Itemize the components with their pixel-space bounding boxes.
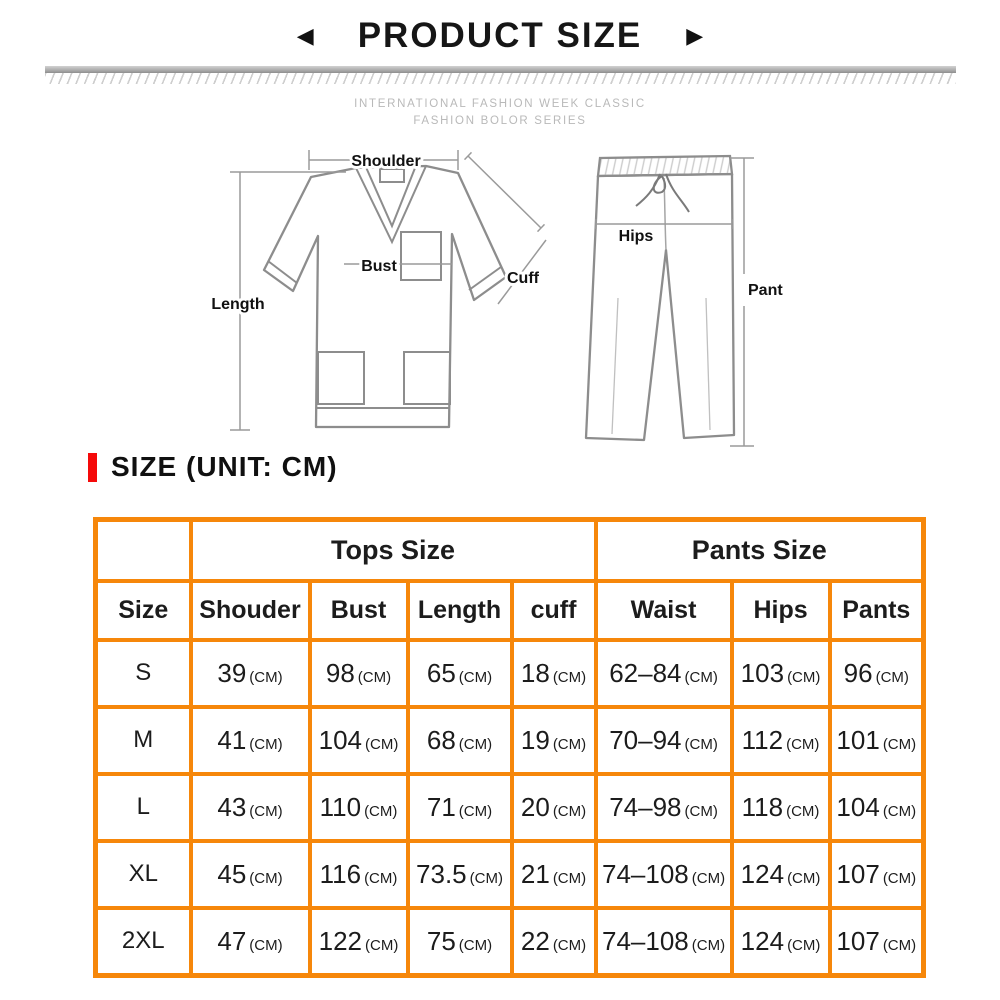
table-row-2xl (96, 908, 924, 976)
cell-value: 74–108 (601, 858, 689, 889)
cell-unit: (CM) (875, 668, 909, 686)
pants-size-header: Pants Size (596, 520, 924, 582)
cell-value: 47 (217, 925, 247, 956)
page-header (0, 10, 1000, 62)
col-header-hips: Hips (732, 581, 830, 640)
cell-value: 104 (836, 791, 880, 822)
table-cell (596, 841, 732, 908)
cell-value: 18 (520, 657, 550, 688)
cell-value: 116 (319, 858, 362, 889)
cell-value: 45 (217, 858, 247, 889)
cell-value: 104 (318, 724, 363, 755)
table-cell (310, 707, 408, 774)
table-row-m (96, 707, 924, 774)
table-cell (310, 908, 408, 976)
cell-value: 62–84 (609, 657, 682, 688)
size-label: M (96, 707, 191, 774)
cell-unit: (CM) (249, 668, 283, 686)
col-header-shouder: Shouder (191, 581, 310, 640)
size-label: XL (96, 841, 191, 908)
table-cell (512, 774, 596, 841)
cell-unit: (CM) (458, 802, 493, 820)
cell-value: 107 (836, 858, 880, 889)
cell-value: 22 (520, 925, 550, 956)
table-row-l (96, 774, 924, 841)
col-header-length: Length (408, 581, 512, 640)
cell-unit: (CM) (882, 869, 917, 887)
tops-size-header: Tops Size (191, 520, 596, 582)
cell-unit: (CM) (365, 936, 399, 954)
table-cell (596, 707, 732, 774)
cell-unit: (CM) (882, 936, 917, 954)
table-cell (596, 908, 732, 976)
label-length: Length (211, 296, 265, 313)
table-cell (512, 908, 596, 976)
table-cell (310, 774, 408, 841)
cell-value: 103 (740, 657, 785, 688)
label-bust: Bust (361, 258, 397, 275)
size-table (93, 517, 926, 978)
cell-unit: (CM) (552, 869, 587, 887)
cell-unit: (CM) (787, 936, 821, 954)
cell-unit: (CM) (684, 668, 718, 686)
cell-unit: (CM) (691, 869, 726, 887)
cell-unit: (CM) (787, 668, 821, 686)
cell-unit: (CM) (458, 735, 493, 753)
cell-unit: (CM) (786, 802, 820, 820)
size-label: L (96, 774, 191, 841)
cell-unit: (CM) (357, 668, 392, 686)
subtitle-line2: FASHION BOLOR SERIES (413, 115, 587, 127)
cell-value: 124 (740, 925, 785, 956)
cell-unit: (CM) (552, 936, 587, 954)
table-cell (596, 640, 732, 707)
table-row-xl (96, 841, 924, 908)
pants-outline (586, 156, 734, 440)
table-cell (512, 707, 596, 774)
cell-value: 101 (836, 724, 880, 755)
cell-unit: (CM) (684, 802, 718, 820)
cell-value: 71 (426, 791, 456, 822)
cell-value: 107 (836, 925, 880, 956)
shirt-outline (264, 166, 506, 427)
col-header-bust: Bust (310, 581, 408, 640)
table-cell (830, 774, 924, 841)
cell-value: 112 (741, 724, 784, 755)
divider-hatch (45, 73, 956, 84)
table-cell (732, 774, 830, 841)
table-cell (191, 774, 310, 841)
cell-unit: (CM) (552, 802, 587, 820)
cell-unit: (CM) (458, 668, 493, 686)
cell-unit: (CM) (249, 735, 283, 753)
group-header-row (96, 520, 924, 582)
cell-value: 124 (740, 858, 785, 889)
table-cell (830, 908, 924, 976)
cell-value: 41 (217, 724, 247, 755)
table-cell (408, 640, 512, 707)
cell-value: 118 (741, 791, 784, 822)
cell-unit: (CM) (458, 936, 493, 954)
cell-value: 65 (426, 657, 456, 688)
cell-value: 39 (217, 657, 247, 688)
col-header-pants: Pants (830, 581, 924, 640)
cell-unit: (CM) (787, 869, 821, 887)
column-header-row (96, 581, 924, 640)
table-cell (408, 841, 512, 908)
table-cell (732, 707, 830, 774)
scrub-top-diagram (196, 142, 566, 477)
size-section-title: SIZE (UNIT: CM) (111, 451, 338, 482)
cell-unit: (CM) (249, 936, 283, 954)
corner-cell (96, 520, 191, 582)
cell-unit: (CM) (365, 735, 399, 753)
subtitle (0, 96, 1000, 130)
cell-value: 98 (325, 657, 355, 688)
size-section-header (88, 451, 338, 483)
table-cell (732, 841, 830, 908)
cell-value: 70–94 (609, 724, 682, 755)
label-hips: Hips (618, 228, 654, 245)
right-arrow-icon: ▶ (686, 23, 704, 48)
red-accent-bar (88, 453, 97, 482)
table-cell (191, 707, 310, 774)
col-header-waist: Waist (596, 581, 732, 640)
cell-value: 73.5 (416, 858, 467, 889)
cell-value: 75 (426, 925, 456, 956)
table-cell (310, 640, 408, 707)
divider (45, 66, 956, 84)
table-cell (310, 841, 408, 908)
page-title: PRODUCT SIZE (357, 16, 643, 55)
cell-unit: (CM) (364, 869, 398, 887)
left-arrow-icon: ◀ (296, 23, 314, 48)
label-cuff: Cuff (507, 270, 539, 287)
table-cell (830, 640, 924, 707)
label-pant: Pant (748, 282, 783, 299)
cell-value: 19 (520, 724, 550, 755)
size-label: S (96, 640, 191, 707)
cell-value: 20 (520, 791, 550, 822)
col-header-cuff: cuff (512, 581, 596, 640)
pants-diagram (562, 138, 912, 478)
cell-unit: (CM) (684, 735, 718, 753)
col-header-size: Size (96, 581, 191, 640)
cell-value: 74–108 (601, 925, 689, 956)
cell-unit: (CM) (552, 668, 587, 686)
table-cell (512, 640, 596, 707)
cell-value: 122 (318, 925, 363, 956)
size-label: 2XL (96, 908, 191, 976)
table-cell (408, 707, 512, 774)
table-cell (596, 774, 732, 841)
cell-value: 96 (843, 657, 873, 688)
cell-unit: (CM) (364, 802, 398, 820)
cell-unit: (CM) (786, 735, 820, 753)
cell-unit: (CM) (469, 869, 503, 887)
cell-value: 21 (520, 858, 550, 889)
label-shoulder: Shoulder (351, 153, 421, 170)
table-cell (830, 707, 924, 774)
table-cell (191, 908, 310, 976)
table-cell (191, 841, 310, 908)
cell-unit: (CM) (882, 735, 917, 753)
cell-value: 43 (217, 791, 247, 822)
table-cell (732, 640, 830, 707)
table-cell (830, 841, 924, 908)
table-cell (512, 841, 596, 908)
table-cell (408, 908, 512, 976)
table-cell (191, 640, 310, 707)
cell-unit: (CM) (249, 802, 283, 820)
subtitle-line1: INTERNATIONAL FASHION WEEK CLASSIC (354, 98, 646, 110)
cell-unit: (CM) (249, 869, 283, 887)
cell-value: 68 (426, 724, 456, 755)
divider-bar (45, 66, 956, 73)
table-cell (408, 774, 512, 841)
cell-value: 74–98 (609, 791, 682, 822)
cell-unit: (CM) (882, 802, 917, 820)
table-row-s (96, 640, 924, 707)
cell-unit: (CM) (552, 735, 587, 753)
cell-unit: (CM) (691, 936, 726, 954)
cell-value: 110 (319, 791, 362, 822)
table-cell (732, 908, 830, 976)
